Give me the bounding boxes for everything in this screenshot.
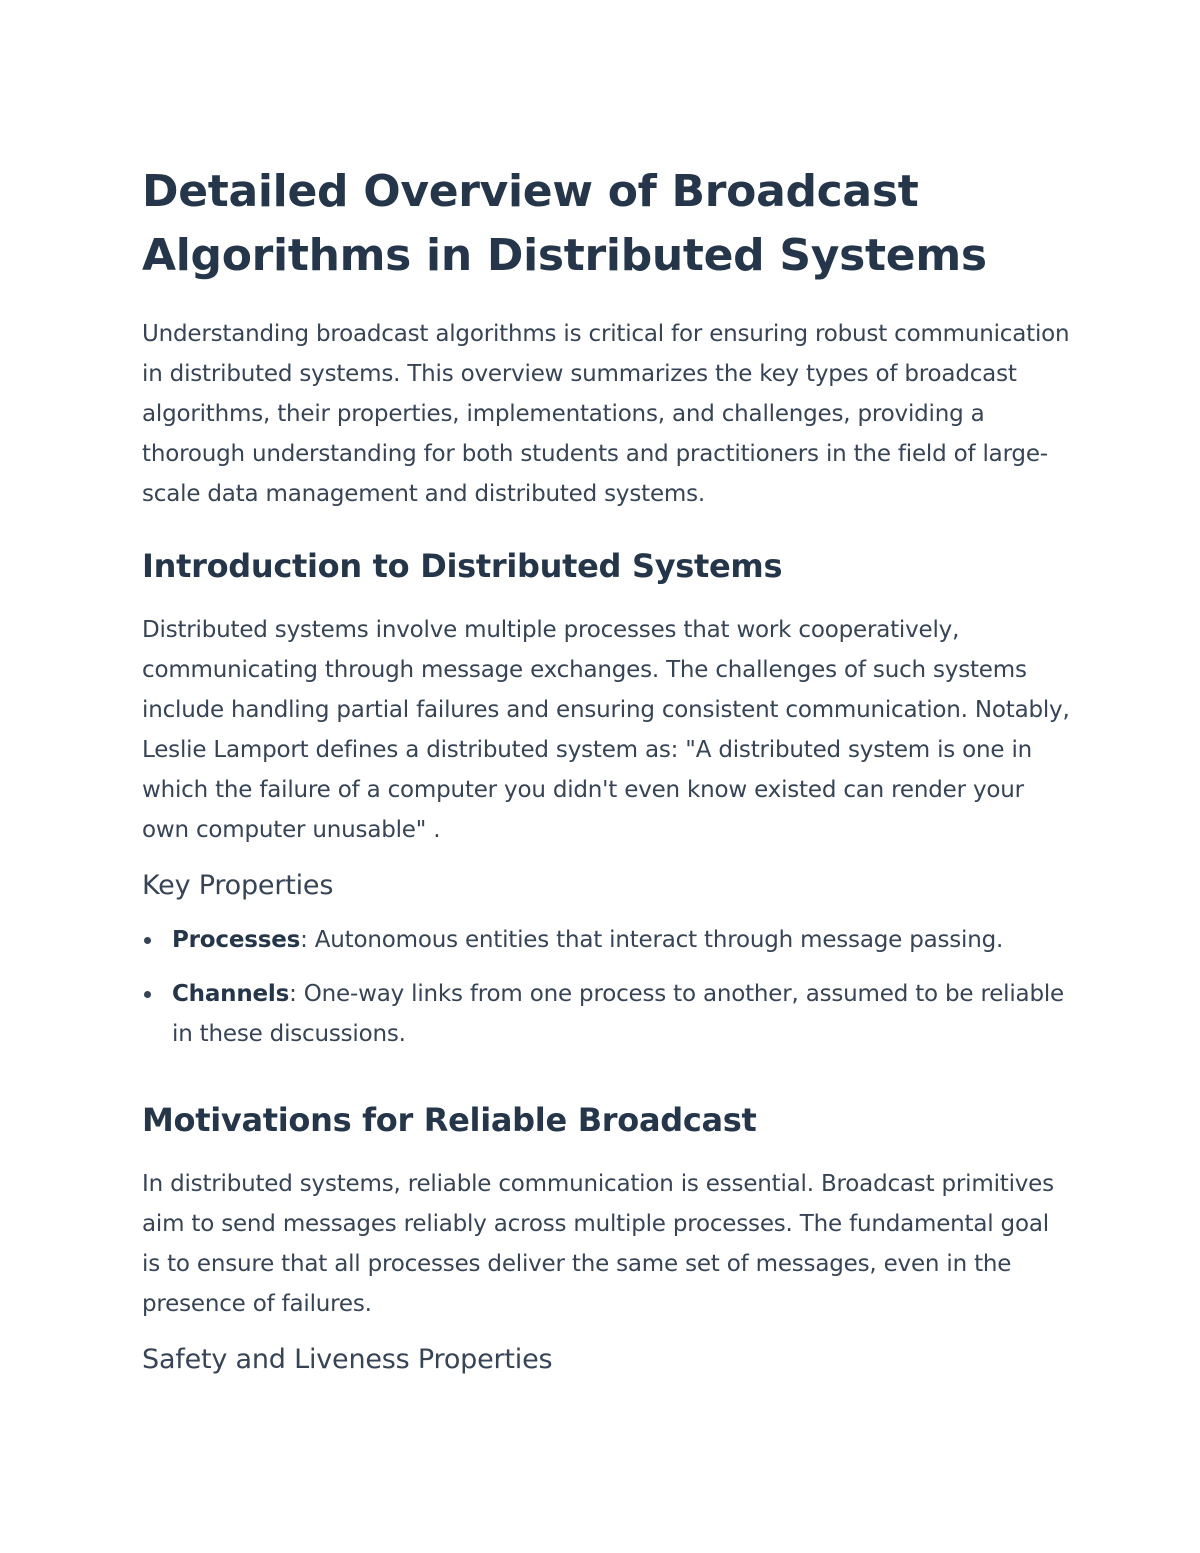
list-item-description: : Autonomous entities that interact through message passing.	[300, 927, 1004, 953]
list-item-description: : One-way links from one process to another, assumed to be reliable in these discussions.	[172, 981, 1064, 1047]
key-properties-list	[142, 920, 1072, 1054]
section-paragraph-introduction: Distributed systems involve multiple processes that work cooperatively, communicating through message exchanges. The challenges of such systems include handling partial failures and ensuring consistent communication. Notably, Leslie Lamport defines a distributed system as: "A distributed system is one in which the failure of a computer you didn't even know existed can render your own computer unusable" .	[142, 617, 1070, 843]
page-title: Detailed Overview of Broadcast Algorithms in Distributed Systems	[142, 166, 987, 281]
list-item	[142, 920, 1072, 960]
list-item	[142, 974, 1072, 1054]
section-paragraph-motivations: In distributed systems, reliable communication is essential. Broadcast primitives aim to send messages reliably across multiple processes. The fundamental goal is to ensure that all processes deliver the same set of messages, even in the presence of failures.	[142, 1171, 1054, 1317]
subheading-key-properties: Key Properties	[142, 870, 334, 901]
bullet-icon	[144, 937, 151, 944]
list-item-term: Processes	[172, 927, 301, 953]
subheading-safety-liveness: Safety and Liveness Properties	[142, 1344, 553, 1375]
section-heading-motivations: Motivations for Reliable Broadcast	[142, 1101, 757, 1139]
document-page	[142, 160, 1072, 1380]
section-heading-introduction: Introduction to Distributed Systems	[142, 547, 783, 585]
list-item-term: Channels	[172, 981, 290, 1007]
bullet-icon	[144, 991, 151, 998]
intro-paragraph: Understanding broadcast algorithms is critical for ensuring robust communication in distributed systems. This overview summarizes the key types of broadcast algorithms, their properties, implementations, and challenges, providing a thorough understanding for both students and practitioners in the field of large-scale data management and distributed systems.	[142, 321, 1070, 507]
